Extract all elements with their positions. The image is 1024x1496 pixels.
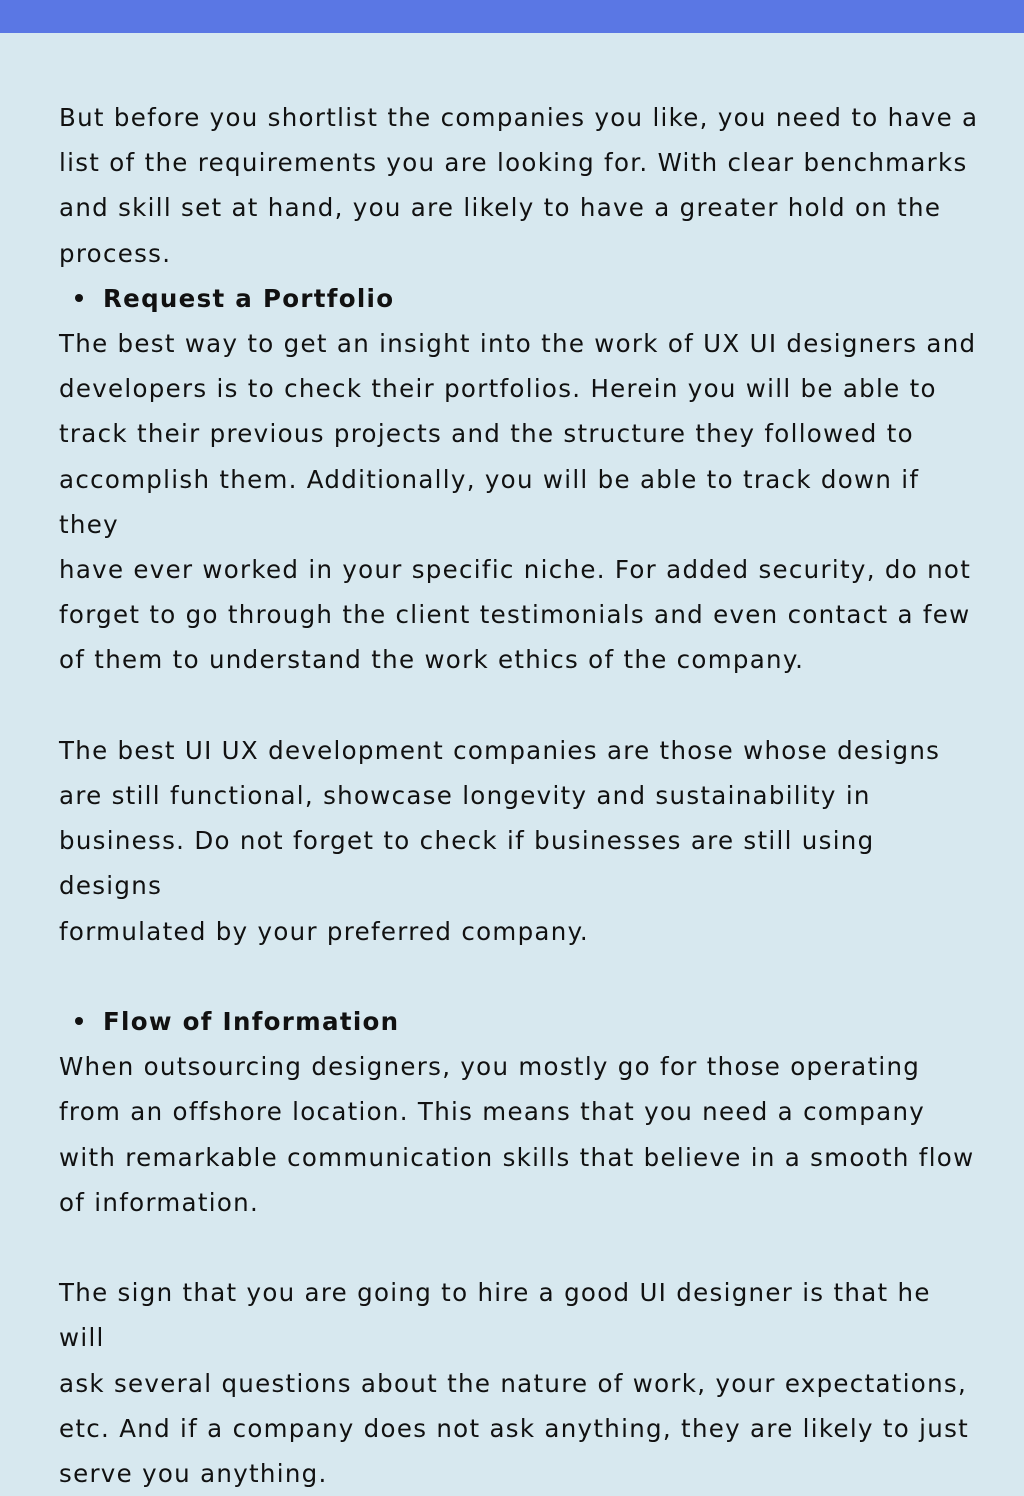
bullet-icon (75, 1017, 83, 1025)
paragraph-best-companies: The best UI UX development companies are those whose designs are still functional, showcase longevity and sustainability in business. Do not forget to check if businesses are still using designs formulated by your preferred company. (59, 735, 941, 946)
bullet-heading: Request a Portfolio (103, 283, 395, 313)
document-body (59, 95, 979, 1496)
paragraph-portfolio: The best way to get an insight into the work of UX UI designers and developers is to check their portfolios. Herein you will be able to track their previous projects and the structure they followed to accomplish them. Additionally, you will be able to track down if they have ever worked in your specific niche. For added security, do not forget to go through the client testimonials and even contact a few of them to understand the work ethics of the company. (59, 329, 977, 675)
paragraph-spacer (59, 683, 979, 728)
bullet-icon (75, 294, 83, 302)
paragraph-intro: But before you shortlist the companies you like, you need to have a list of the requirements you are looking for. With clear benchmarks and skill set at hand, you are likely to have a greater hold on the process. (59, 103, 979, 268)
bullet-heading: Flow of Information (103, 1007, 400, 1037)
paragraph-spacer (59, 954, 979, 999)
bullet-flow-of-information (59, 999, 979, 1044)
top-accent-bar (0, 0, 1024, 33)
paragraph-hiring-sign: The sign that you are going to hire a good UI designer is that he will ask several questions about the nature of work, your expectations, etc. And if a company does not ask anything, they are likely to just serve you anything. (59, 1278, 970, 1489)
bullet-request-portfolio (59, 276, 979, 321)
paragraph-outsourcing: When outsourcing designers, you mostly go for those operating from an offshore location. This means that you need a company with remarkable communication skills that believe in a smooth flow of information. (59, 1052, 975, 1217)
paragraph-spacer (59, 1225, 979, 1270)
